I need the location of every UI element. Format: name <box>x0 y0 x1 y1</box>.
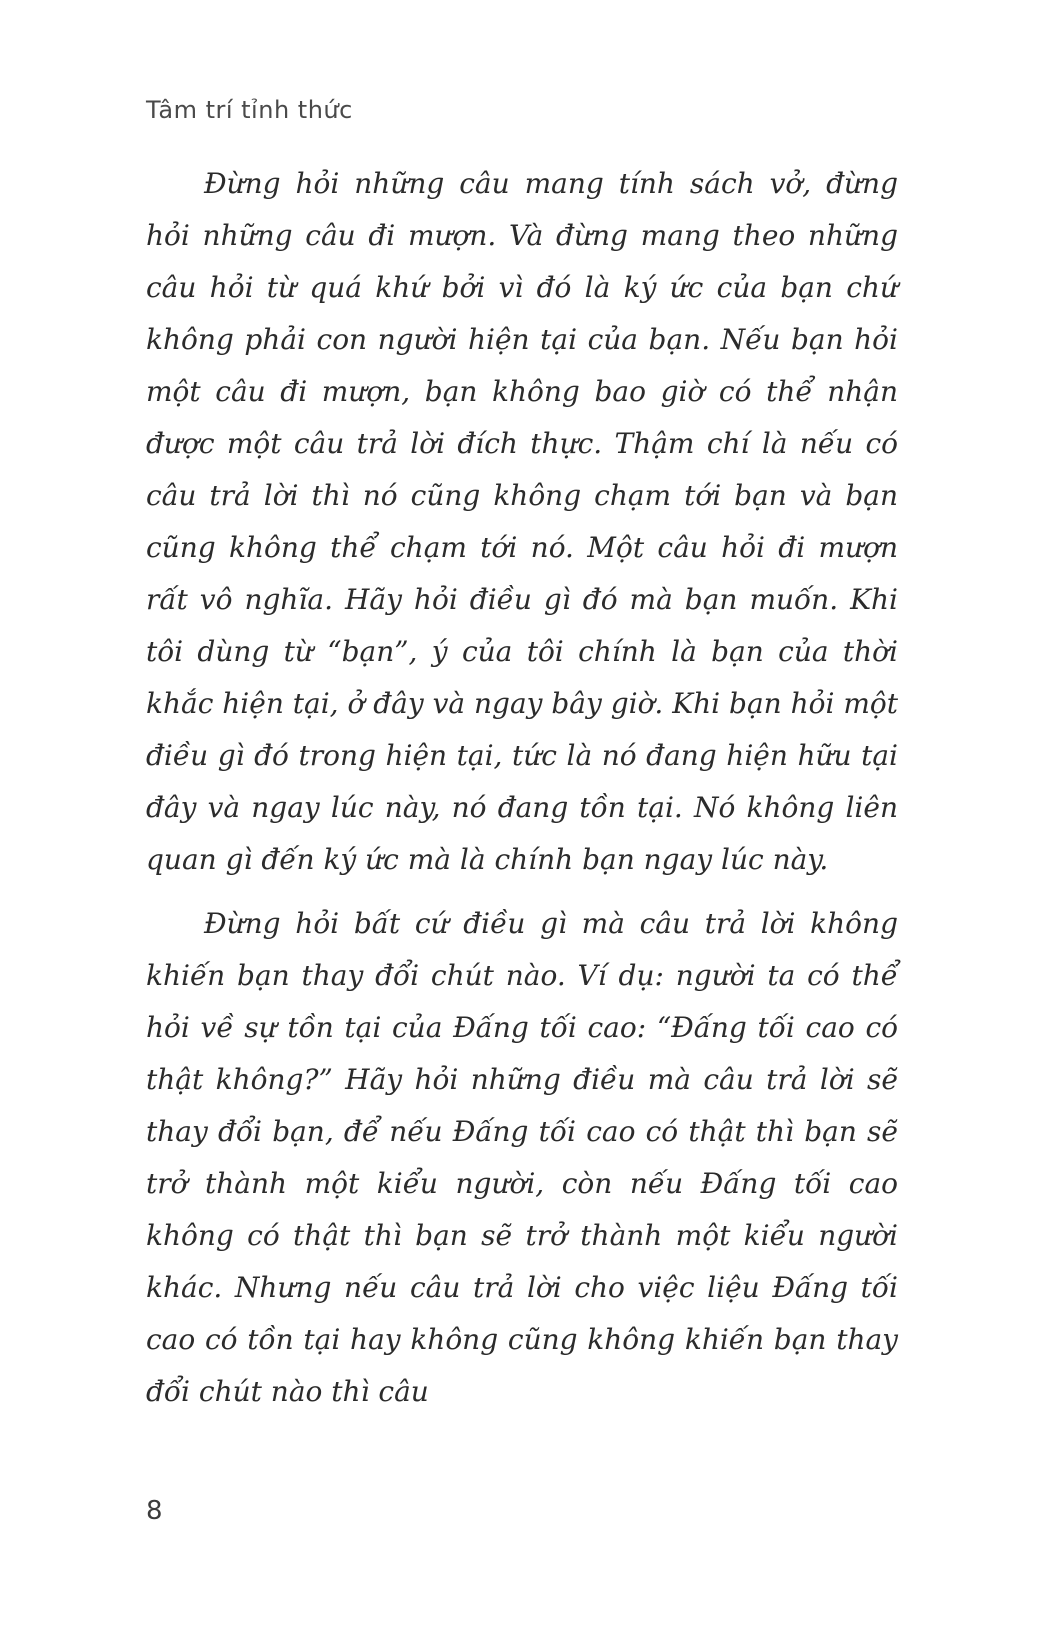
page-number: 8 <box>146 1496 163 1526</box>
page-body <box>146 158 898 1430</box>
paragraph-1: Đừng hỏi những câu mang tính sách vở, đừng hỏi những câu đi mượn. Và đừng mang theo những câu hỏi từ quá khứ bởi vì đó là ký ức của bạn chứ không phải con người hiện tại của bạn. Nếu bạn hỏi một câu đi mượn, bạn không bao giờ có thể nhận được một câu trả lời đích thực. Thậm chí là nếu có câu trả lời thì nó cũng không chạm tới bạn và bạn cũng không thể chạm tới nó. Một câu hỏi đi mượn rất vô nghĩa. Hãy hỏi điều gì đó mà bạn muốn. Khi tôi dùng từ “bạn”, ý của tôi chính là bạn của thời khắc hiện tại, ở đây và ngay bây giờ. Khi bạn hỏi một điều gì đó trong hiện tại, tức là nó đang hiện hữu tại đây và ngay lúc này, nó đang tồn tại. Nó không liên quan gì đến ký ức mà là chính bạn ngay lúc này. <box>146 167 898 876</box>
running-header: Tâm trí tỉnh thức <box>146 96 353 124</box>
paragraph-2: Đừng hỏi bất cứ điều gì mà câu trả lời không khiến bạn thay đổi chút nào. Ví dụ: người ta có thể hỏi về sự tồn tại của Đấng tối cao: “Đấng tối cao có thật không?” Hãy hỏi những điều mà câu trả lời sẽ thay đổi bạn, để nếu Đấng tối cao có thật thì bạn sẽ trở thành một kiểu người, còn nếu Đấng tối cao không có thật thì bạn sẽ trở thành một kiểu người khác. Nhưng nếu câu trả lời cho việc liệu Đấng tối cao có tồn tại hay không cũng không khiến bạn thay đổi chút nào thì câu <box>146 907 898 1408</box>
